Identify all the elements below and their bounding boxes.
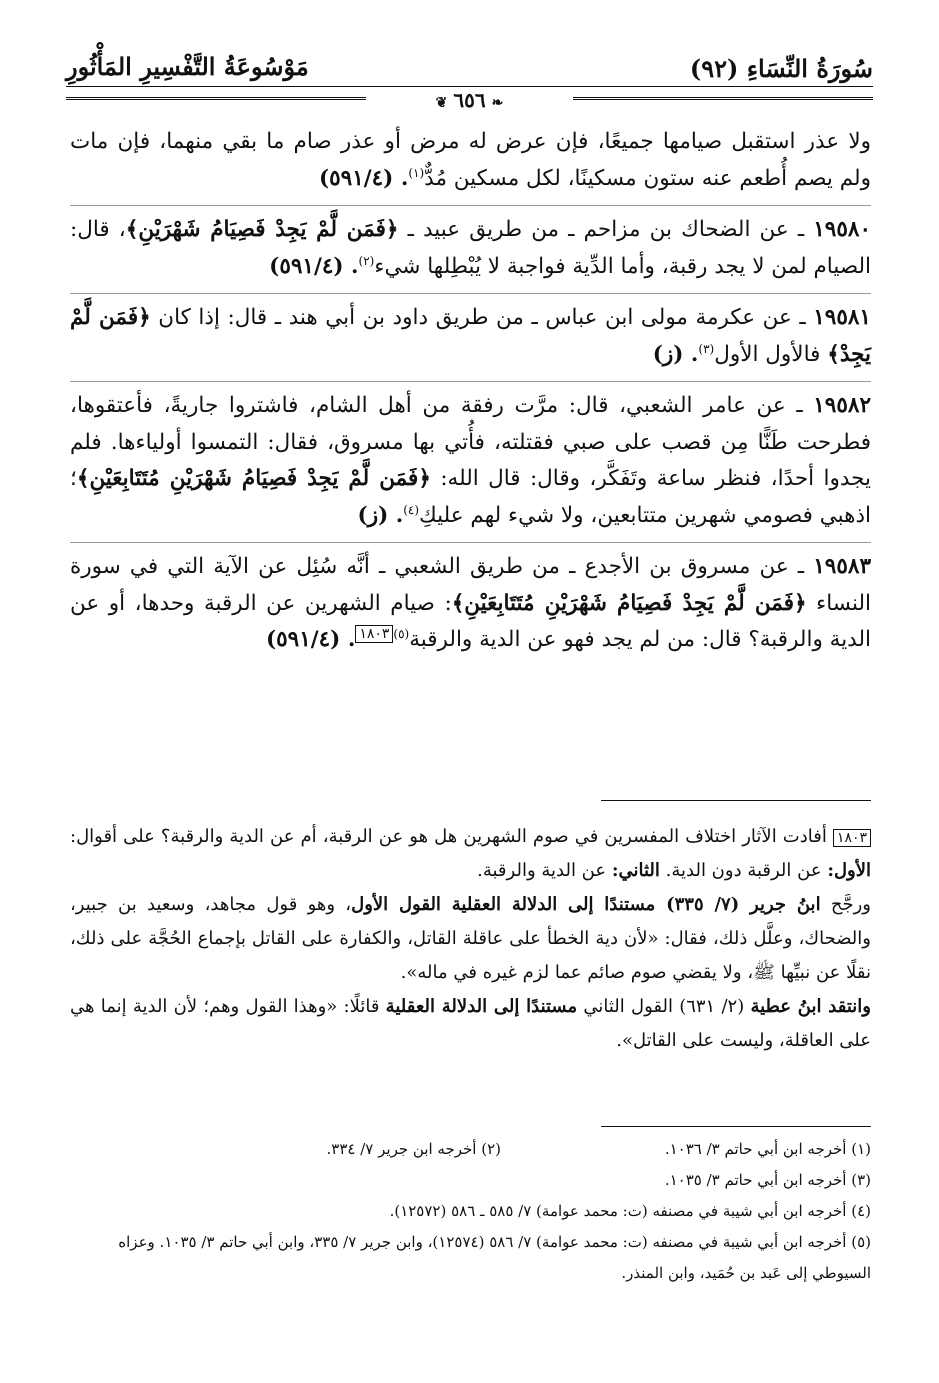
footnote-4: (٤) أخرجه ابن أبي شيبة في مصنفه (ت: محمد عوامة) ٧/ ٥٨٥ ـ ٥٨٦ (١٢٥٧٢). [389, 1202, 871, 1220]
page-number-row [66, 88, 873, 112]
footnote-2: (٢) أخرجه ابن جرير ٧/ ٣٣٤. [326, 1140, 501, 1158]
notes-rule [601, 800, 871, 801]
footnote-marker: (١) [408, 165, 425, 180]
footnote-5: (٥) أخرجه ابن أبي شيبة في مصنفه (ت: محمد عوامة) ٧/ ٥٨٦ (١٢٥٧٤)، وابن جرير ٧/ ٣٣٥، وابن أبي حاتم ٣/ ١٠٣٥. وعزاه السيوطي إلى عَبد بن حُمَيد، وابن المنذر. [118, 1233, 871, 1282]
source-ref: . (٥٩١/٤) [269, 253, 359, 279]
entry-separator [70, 542, 871, 543]
source-ref: . (ز) [652, 341, 699, 367]
entry-19582 [70, 388, 871, 534]
note-label-first: الأول: [827, 860, 871, 881]
entry-separator [70, 293, 871, 294]
note-tag: ١٨٠٣ [355, 625, 393, 643]
footnote-marker: (٢) [358, 253, 375, 268]
running-head [66, 52, 873, 86]
book-title: مَوْسُوعَةُ التَّفْسِيرِ المَأْثُورِ [66, 52, 309, 81]
entry-number: ١٩٥٨٢ [813, 393, 871, 418]
quran-quote: ﴿فَمَن لَّمْ يَجِدْ﴾ [70, 305, 871, 367]
source-ref: . (٥٩١/٤) [265, 627, 356, 652]
note-paragraph-1 [70, 820, 871, 888]
folio-band [66, 88, 873, 110]
entry-text: ـ عن الضحاك بن مزاحم ـ من طريق عبيد ـ [398, 217, 814, 242]
note-tag: ١٨٠٣ [833, 829, 871, 847]
entry-text: ـ عن عكرمة مولى ابن عباس ـ من طريق داود بن أبي هند ـ قال: إذا كان [150, 305, 814, 330]
entry-19580 [70, 212, 871, 285]
source-ref: . (ز) [357, 502, 404, 528]
footnote-3: (٣) أخرجه ابن أبي حاتم ٣/ ١٠٣٥. [664, 1171, 871, 1189]
entry-text: ، قال: الصيام لمن لا يجد رقبة، وأما الدِّية فواجبة لا يُبْطِلها شيء [70, 217, 871, 279]
note-text: عن الرقبة دون الدية. [659, 860, 828, 881]
footnote-1: (١) أخرجه ابن أبي حاتم ٣/ ١٠٣٦. [664, 1140, 871, 1158]
note-emphasis: مستندًا إلى الدلالة العقلية القول الأول [351, 894, 656, 915]
page-number: ٦٥٦ [453, 88, 486, 112]
quran-quote: ﴿فَمَن لَّمْ يَجِدْ فَصِيَامُ شَهْرَيْنِ مُتَتَابِعَيْنِ﴾ [451, 590, 807, 616]
header-rule [66, 86, 873, 87]
entry-separator [70, 205, 871, 206]
note-text: وانتقد [821, 996, 871, 1017]
entry-number: ١٩٥٨١ [813, 305, 871, 330]
quran-quote: ﴿فَمَن لَّمْ يَجِدْ فَصِيَامُ شَهْرَيْنِ﴾ [125, 217, 399, 242]
note-text: عن الدية والرقبة. [477, 860, 612, 881]
entry-text: فالأول الأول [714, 341, 828, 367]
footnote-marker: (٥) [393, 626, 410, 641]
note-text: ، وهو قول مجاهد، وسعيد بن جبير، والضحاك، وعلَّل ذلك، فقال: «لأن دية الخطأ على عاقلة القاتل، والكفارة على القاتل بإجماع الحُجَّة على ذلك، نقلًا عن نبيِّها ﷺ، ولا يقضي صوم صائم عما لزم غيره في ماله». [70, 894, 871, 983]
entry-text: ـ عن عامر الشعبي، قال: مرَّت رفقة من أهل الشام، فاشتروا جاريةً، فأعتقوها، فطرحت طَنًّا مِن قصب على صبي فقتلته، فأُتي بها مسروق، فقال: التمسوا أولياءها. فلم يجدوا أحدًا، فنظر ساعة وتَفَكَّر، وقال: قال الله: [70, 393, 871, 491]
note-text: ورجَّح [820, 894, 871, 915]
footnote-row [70, 1134, 871, 1165]
ornament-right-icon: ❧ [491, 95, 504, 111]
entry-separator [70, 381, 871, 382]
main-text [70, 124, 871, 659]
entry-text: : صيام الشهرين عن الرقبة وحدها، أو عن الدية والرقبة؟ قال: من لم يجد فهو عن الدية والرقبة [70, 590, 871, 652]
sura-title: سُورَةُ النِّسَاءِ (٩٢) [689, 54, 873, 83]
scholar-name: ابنُ جرير [750, 894, 821, 915]
ornament-left-icon: ❦ [435, 95, 448, 111]
commentary-note [70, 820, 871, 1058]
note-label-second: الثاني: [611, 860, 660, 881]
note-ref: (٢/ ٦٣١) القول الثاني [577, 996, 751, 1017]
quran-quote: ﴿فَمَن لَّمْ يَجِدْ فَصِيَامُ شَهْرَيْنِ مُتَتَابِعَيْنِ﴾ [76, 466, 431, 491]
footnote-marker: (٣) [698, 341, 715, 356]
scholar-name: ابنُ عطية [750, 996, 822, 1017]
note-paragraph-3 [70, 990, 871, 1058]
source-ref: . (٥٩١/٤) [318, 165, 409, 191]
footnotes [70, 1134, 871, 1289]
entry-text: ؛ اذهبي فصومي شهرين متتابعين، ولا شيء لهم عليكِ [70, 466, 871, 528]
note-text: أفادت الآثار اختلاف المفسرين في صوم الشهرين هل هو عن الرقبة، أم عن الدية والرقبة؟ على أقوال: [70, 826, 833, 847]
entry-number: ١٩٥٨٠ [813, 217, 871, 242]
note-emphasis: مستندًا إلى الدلالة العقلية [385, 996, 578, 1017]
entry-19583 [70, 549, 871, 659]
footnote-marker: (٤) [403, 502, 420, 517]
note-text: قائلًا: «وهذا القول وهم؛ لأن الدية إنما هي على العاقلة، وليست على القاتل». [70, 996, 871, 1051]
entry-text: ـ عن مسروق بن الأجدع ـ من طريق الشعبي ـ أنَّه سُئِل عن الآية التي في سورة النساء [70, 554, 871, 616]
entry-19581 [70, 300, 871, 373]
note-paragraph-2 [70, 888, 871, 990]
paragraph-continuation [70, 124, 871, 197]
paragraph-text: ولا عذر استقبل صيامها جميعًا، فإن عرض له مرض أو عذر صام ما بقي منهما، فإن مات ولم يصم أُطعم عنه ستون مسكينًا، لكل مسكين مُدٌّ [70, 129, 871, 191]
entry-number: ١٩٥٨٣ [813, 554, 871, 579]
footnotes-rule [601, 1126, 871, 1127]
note-ref: (٧/ ٣٣٥) [655, 894, 751, 915]
